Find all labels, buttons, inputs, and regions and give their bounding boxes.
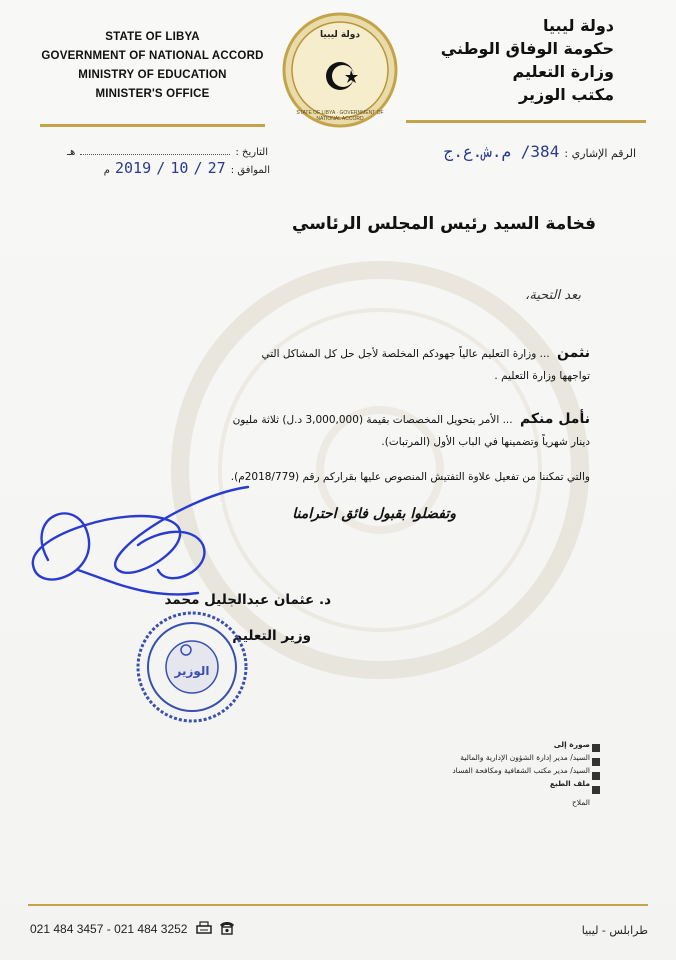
date-hijri-blank: [80, 154, 230, 155]
date-greg-suffix: م: [103, 165, 110, 176]
footer-phones: [30, 921, 236, 936]
date-hijri-row: [48, 140, 268, 159]
ref-value: 384/ م.ش.ع.ج: [443, 142, 560, 161]
cc-line1: صورة إلى: [553, 740, 590, 749]
cc-line2: السيد/ مدير إدارة الشؤون الإدارية والمالية: [460, 753, 590, 762]
date-greg-label: الموافق :: [230, 165, 270, 176]
bottom-seal-inner-text: الوزير: [174, 664, 210, 678]
cc-line4: ملف الطبع: [549, 779, 590, 788]
header-en-line2: GOVERNMENT OF NATIONAL ACCORD: [41, 50, 264, 62]
phone-icon: [218, 921, 236, 935]
fax-icon: [195, 921, 213, 935]
addressee: فخامة السيد رئيس المجلس الرئاسي: [292, 214, 596, 234]
header-english: [40, 28, 265, 104]
date-label: التاريخ :: [235, 147, 268, 158]
header-ar-line1: دولة ليبيا: [542, 16, 614, 35]
header-en-line1: STATE OF LIBYA: [105, 31, 200, 43]
date-hijri-suffix: هـ: [67, 147, 76, 158]
header-ar-line2: حكومة الوفاق الوطني: [440, 39, 614, 58]
p1-line2: تواجهها وزارة التعليم .: [494, 370, 590, 382]
header-arabic: [364, 14, 614, 106]
date-greg-row: الموافق : 27 / 10 / 2019 م: [103, 159, 270, 177]
cc-block: [430, 738, 590, 809]
signatory-title: وزير التعليم: [232, 628, 311, 644]
phone-numbers: 021 484 3457 - 021 484 3252: [30, 922, 188, 936]
date-year: 2019: [115, 159, 152, 177]
paragraph-1: [80, 342, 590, 387]
cc-bullets-icon: [590, 742, 604, 802]
cc-line3: السيد/ مدير مكتب الشفافية ومكافحة الفساد: [452, 766, 590, 775]
footer-city: طرابلس - ليبيا: [581, 924, 648, 937]
paragraph-3: والتي تمكننا من تفعيل علاوة التفتيش المنصوص عليها بقراركم رقم (2018/779م).: [230, 471, 590, 483]
p1-line1: ... وزارة التعليم عالياً جهودكم المخلصة لأجل حل كل المشاكل التي: [261, 348, 550, 360]
date-day: 27: [207, 159, 226, 177]
header-rule-left: [40, 124, 265, 127]
closing-line: وتفضلوا بقبول فائق احترامنا: [292, 506, 456, 522]
ref-label: الرقم الإشاري :: [564, 147, 636, 160]
signatory-name: د. عثمان عبدالجليل محمد: [164, 592, 331, 608]
header-ar-line4: مكتب الوزير: [519, 85, 614, 104]
header-ar-line3: وزارة التعليم: [512, 62, 614, 81]
p1-keyword: نثمن: [557, 345, 590, 361]
ref-row: [444, 142, 636, 161]
p2-line2: دينار شهرياً وتضمينها في الباب الأول (المرتبات).: [381, 436, 590, 448]
footer-rule: [28, 904, 648, 906]
top-seal-ring-text: STATE OF LIBYA · GOVERNMENT OF NATIONAL ACCORD: [296, 110, 384, 122]
paragraph-2: [80, 408, 590, 453]
date-month: 10: [170, 159, 189, 177]
p2-keyword: نأمل منكم: [519, 411, 590, 427]
top-seal-inner-text: دولة ليبيا: [320, 30, 360, 40]
header-rule-right: [406, 120, 646, 123]
greeting: بعد التحية،: [525, 288, 581, 303]
cc-line5: الملاح: [571, 798, 590, 807]
header-en-line3: MINISTRY OF EDUCATION: [78, 69, 227, 81]
p2-line1: ... الأمر بتحويل المخصصات بقيمة (3,000,000 د.ل) ثلاثة مليون: [232, 414, 513, 426]
header-en-line4: MINISTER'S OFFICE: [95, 88, 210, 100]
